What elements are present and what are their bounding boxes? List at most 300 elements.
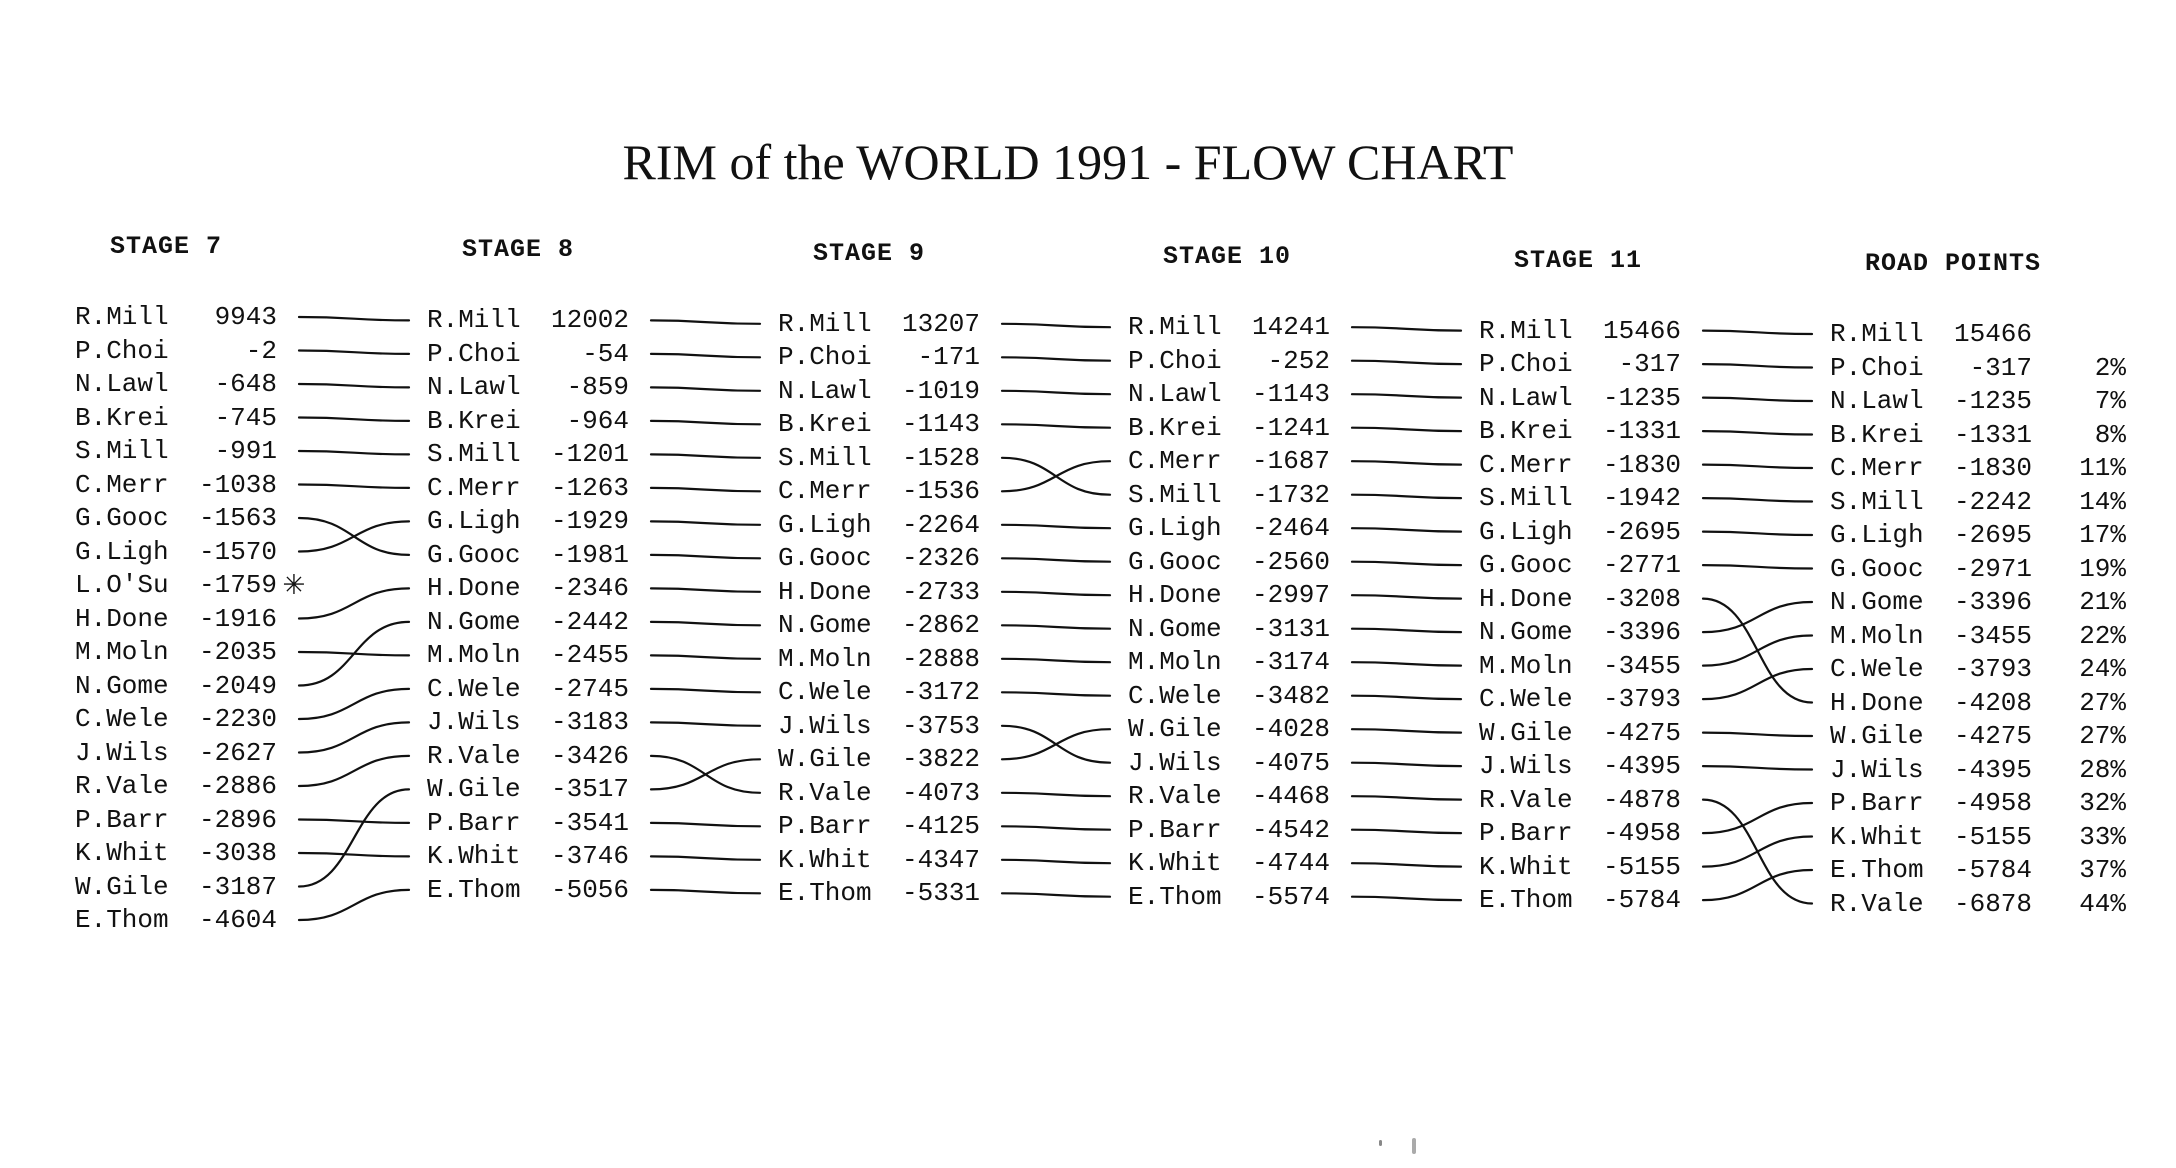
rider-name: J.Wils [75,737,169,768]
rider-score: -3541 [550,807,629,838]
rider-score: 15466 [1602,315,1681,346]
rider-name: M.Moln [427,640,521,671]
rank-link-line [651,890,760,893]
rank-link-line [1002,558,1110,561]
rider-name: G.Gooc [1830,553,1924,584]
rank-link-line [1002,860,1110,863]
rider-score: -6878 [1953,888,2032,919]
rider-score: -2464 [1251,513,1330,544]
rider-score: -4958 [1602,818,1681,849]
rider-score: -5331 [901,878,980,909]
rider-name: J.Wils [1479,751,1573,782]
rank-link-line [651,555,760,558]
rider-score: -54 [582,338,629,369]
rider-score: -5155 [1602,851,1681,882]
stage-header: ROAD POINTS [1865,249,2042,278]
rider-score: -2442 [550,606,629,637]
rider-name: S.Mill [1128,479,1222,510]
rank-link-line [651,521,760,524]
rank-link-line [299,451,409,454]
rider-score: -1570 [198,536,277,567]
rider-score: -1759 [198,570,277,600]
rider-percent: 44% [2079,888,2126,919]
rider-score: -3482 [1251,680,1330,711]
rider-name: H.Done [75,603,169,634]
rider-name: N.Lawl [1128,379,1222,410]
rider-name: C.Merr [1830,453,1924,483]
rider-percent: 24% [2079,654,2126,684]
rider-name: C.Merr [1479,449,1573,480]
rider-name: P.Choi [778,342,872,373]
rider-name: S.Mill [75,436,169,466]
rider-score: -1942 [1602,483,1681,514]
rider-name: P.Choi [1479,349,1573,380]
rider-percent: 2% [2094,352,2126,383]
rider-score: -1687 [1251,446,1330,477]
rider-score: -1241 [1251,412,1330,443]
rider-score: -4028 [1251,714,1330,745]
rider-score: -964 [566,405,629,436]
rank-link-line [651,856,760,859]
rank-link-line [1352,327,1461,330]
rider-name: S.Mill [1479,483,1573,514]
rider-name: J.Wils [778,710,872,741]
rider-name: M.Moln [1128,647,1222,678]
rider-score: -3172 [901,677,980,708]
rank-link-line [1703,837,1812,867]
rider-score: -2560 [1251,546,1330,577]
rider-name: P.Barr [1128,814,1222,845]
rank-link-line [1703,870,1812,900]
rank-link-line [1352,796,1461,799]
rider-name: K.Whit [1479,851,1573,882]
rider-name: G.Ligh [75,536,169,567]
rider-score: 14241 [1251,312,1330,343]
rider-name: P.Choi [427,338,521,369]
rider-score: -4468 [1251,781,1330,812]
rider-score: -317 [1969,352,2032,383]
rider-score: -2455 [550,640,629,671]
rider-name: K.Whit [778,844,872,875]
rank-link-line [1352,863,1461,866]
rank-link-line [1703,465,1812,468]
rider-score: -2049 [198,670,277,701]
rider-name: M.Moln [75,637,169,667]
rider-score: -1929 [550,506,629,537]
rider-name: P.Barr [75,804,169,835]
rider-score: -3753 [901,710,980,741]
rider-score: -991 [214,436,277,466]
rider-name: H.Done [1479,583,1573,614]
rank-link-line [1703,532,1812,535]
rank-link-line [651,655,760,658]
rider-name: P.Choi [1830,352,1924,383]
rider-score: -1528 [901,442,980,473]
rider-percent: 27% [2079,721,2126,751]
rider-score: -2264 [901,509,980,540]
rider-name: N.Lawl [1479,382,1573,413]
rider-score: -1143 [901,409,980,440]
rank-link-line [299,689,409,719]
rider-name: B.Krei [75,402,169,433]
rider-score: -1235 [1953,386,2032,416]
rider-score: -2326 [901,543,980,574]
rider-score: -317 [1618,349,1681,380]
rider-name: C.Wele [427,673,521,704]
rider-name: E.Thom [427,874,521,905]
rider-name: C.Wele [1479,684,1573,715]
rider-name: C.Wele [1830,654,1924,684]
rider-percent: 11% [2079,453,2126,483]
rider-name: B.Krei [778,409,872,440]
rider-name: C.Wele [75,704,169,734]
rider-name: B.Krei [427,405,521,436]
rank-link-line [1703,803,1812,833]
rider-name: R.Vale [1128,781,1222,812]
rank-link-line [651,759,760,789]
rank-link-line [1703,431,1812,434]
rider-score: -859 [566,372,629,403]
rank-link-line [1352,428,1461,431]
rank-link-line [1703,766,1812,769]
scan-speck [1379,1140,1382,1146]
rider-score: -2627 [198,737,277,768]
rider-percent: 14% [2079,486,2126,517]
rank-link-line [299,890,409,920]
rider-score: -2997 [1251,580,1330,611]
rank-link-line [1352,528,1461,531]
rider-score: -3174 [1251,647,1330,678]
rider-name: H.Done [427,573,521,604]
rider-name: G.Ligh [427,506,521,537]
rank-link-line [1703,565,1812,568]
rider-score: 13207 [901,308,980,339]
rider-name: M.Moln [778,643,872,674]
rank-link-line [1352,495,1461,498]
rider-score: -3455 [1602,650,1681,681]
rank-link-line [1703,636,1812,666]
rider-name: W.Gile [1479,717,1573,748]
rider-name: H.Done [778,576,872,607]
rider-name: E.Thom [1479,885,1573,916]
rider-score: 15466 [1953,319,2032,349]
rider-score: -5574 [1251,881,1330,912]
rider-name: N.Gome [1128,613,1222,644]
rank-link-line [299,622,409,686]
rider-name: G.Ligh [1830,520,1924,550]
rider-name: C.Wele [778,677,872,708]
rider-score: -4347 [901,844,980,875]
rank-link-line [1352,595,1461,598]
rider-name: L.O'Su [75,570,169,600]
rider-name: B.Krei [1128,412,1222,443]
stage-header: STAGE 7 [110,232,223,261]
rider-percent: 37% [2079,855,2126,885]
rider-name: J.Wils [1128,747,1222,778]
stage-header: STAGE 10 [1163,242,1292,272]
rider-score: -745 [214,402,277,433]
rider-name: E.Thom [75,905,169,935]
rider-score: -2888 [901,643,980,674]
rider-score: -5784 [1953,855,2032,885]
rider-score: -2 [245,335,277,366]
rank-link-line [1352,897,1461,900]
rider-name: S.Mill [1830,486,1924,517]
rider-name: C.Merr [778,476,872,507]
rider-name: N.Lawl [1830,386,1924,416]
rider-name: S.Mill [427,439,521,470]
rank-link-line [1352,763,1461,766]
rider-score: -3517 [550,774,629,805]
rider-name: P.Choi [75,335,169,366]
rider-name: P.Barr [1479,818,1573,849]
rank-link-line [299,789,409,886]
rider-name: W.Gile [75,871,169,902]
rider-name: R.Mill [1479,315,1573,346]
chart-title: RIM of the WORLD 1991 - FLOW CHART [622,134,1514,190]
rank-link-line [299,853,409,856]
rider-name: K.Whit [1830,821,1924,852]
rank-link-line [299,384,409,387]
rider-score: -252 [1267,345,1330,376]
rider-name: M.Moln [1830,620,1924,651]
rank-link-line [651,454,760,457]
rider-score: -1830 [1602,449,1681,480]
stage-header: STAGE 9 [813,238,926,268]
rider-name: W.Gile [1830,721,1924,751]
rider-score: -5784 [1602,885,1681,916]
rider-score: -2230 [198,704,277,734]
rider-score: -4073 [901,777,980,808]
rider-score: -4878 [1602,784,1681,815]
rider-score: -3793 [1953,654,2032,684]
rank-link-line [651,387,760,390]
rank-link-line [299,521,409,551]
rider-percent: 17% [2079,520,2126,550]
scan-speck [1412,1138,1416,1154]
rider-score: -3038 [198,838,277,868]
rider-score: -1981 [550,539,629,570]
rider-name: R.Vale [427,740,521,771]
rank-link-line [299,317,409,320]
rank-link-line [1002,525,1110,528]
rider-percent: 28% [2079,754,2126,785]
rider-name: P.Barr [1830,788,1924,818]
rider-name: E.Thom [1128,881,1222,912]
rider-name: N.Gome [75,670,169,701]
rank-link-line [651,320,760,323]
rider-score: -4125 [901,811,980,842]
rank-link-line [1352,729,1461,732]
rider-name: R.Mill [1830,319,1924,349]
rider-name: H.Done [1830,687,1924,718]
rider-name: K.Whit [427,841,521,872]
rider-name: N.Lawl [427,372,521,403]
rank-link-line [1352,361,1461,364]
rider-name: N.Gome [1830,587,1924,617]
rider-name: K.Whit [1128,848,1222,879]
rank-link-line [651,488,760,491]
rank-link-line [1352,629,1461,632]
rider-name: G.Gooc [427,539,521,570]
rank-link-line [299,485,409,488]
rank-link-line [1002,659,1110,662]
rider-score: -2971 [1953,553,2032,584]
rider-name: M.Moln [1479,650,1573,681]
rider-score: -4958 [1953,788,2032,818]
rank-link-line [651,622,760,625]
rank-link-line [1703,331,1812,334]
rider-percent: 32% [2079,788,2126,818]
rank-link-line [1002,424,1110,427]
rank-link-line [299,722,409,752]
rider-score: -4275 [1953,721,2032,751]
rider-score: -2035 [198,637,277,667]
rank-link-line [1002,692,1110,695]
rider-score: -2733 [901,576,980,607]
rider-name: G.Gooc [1128,546,1222,577]
rider-score: -1331 [1602,416,1681,447]
rider-score: -3183 [550,707,629,738]
rider-name: N.Gome [1479,617,1573,648]
rank-link-line [1002,461,1110,491]
rider-score: -2695 [1602,516,1681,547]
rank-link-line [299,351,409,354]
rider-score: -2886 [198,771,277,801]
withdrawn-marker-icon: ✳ [283,564,305,605]
rider-score: -3131 [1251,613,1330,644]
rider-name: G.Gooc [75,503,169,533]
rider-score: -4208 [1953,687,2032,718]
rider-score: -1732 [1251,479,1330,510]
rank-link-line [1002,793,1110,796]
rider-name: H.Done [1128,580,1222,611]
rank-link-line [1002,391,1110,394]
rider-score: -4395 [1953,754,2032,785]
rider-name: N.Gome [427,606,521,637]
rider-score: -648 [214,369,277,399]
rank-link-line [1352,696,1461,699]
rider-score: -2695 [1953,520,2032,550]
rank-link-line [1352,394,1461,397]
rider-name: C.Merr [427,472,521,503]
rider-name: R.Mill [427,305,521,336]
rider-score: -3426 [550,740,629,771]
rider-score: -3455 [1953,620,2032,651]
rank-link-line [1352,562,1461,565]
rider-name: N.Gome [778,610,872,641]
rider-score: -4395 [1602,751,1681,782]
rank-link-line [299,820,409,823]
rank-link-line [1703,669,1812,699]
rider-score: -1201 [550,439,629,470]
rider-score: -1563 [198,503,277,533]
rider-name: W.Gile [1128,714,1222,745]
rank-link-line [299,588,409,618]
rider-score: -3746 [550,841,629,872]
stage-header: STAGE 11 [1514,245,1643,275]
rank-link-line [651,689,760,692]
rank-link-line [1002,592,1110,595]
rider-score: 12002 [550,305,629,336]
rider-score: -4075 [1251,747,1330,778]
rider-name: B.Krei [1479,416,1573,447]
rider-score: -4275 [1602,717,1681,748]
rider-score: -1536 [901,476,980,507]
rider-score: -3793 [1602,684,1681,715]
rider-name: W.Gile [778,744,872,775]
rider-name: J.Wils [1830,754,1924,785]
rider-name: C.Wele [1128,680,1222,711]
rider-score: -171 [917,342,980,373]
rank-link-line [1002,324,1110,327]
rider-name: G.Ligh [1479,516,1573,547]
rank-link-line [1002,729,1110,759]
rider-score: 9943 [214,302,277,332]
rider-score: -2346 [550,573,629,604]
rank-link-line [1352,830,1461,833]
rider-name: G.Gooc [1479,550,1573,581]
rider-name: G.Ligh [778,509,872,540]
rider-score: -2745 [550,673,629,704]
rider-score: -1263 [550,472,629,503]
rider-score: -2242 [1953,486,2032,517]
rider-name: E.Thom [1830,855,1924,885]
rider-score: -1038 [198,469,277,500]
rider-name: R.Vale [1479,784,1573,815]
rank-link-line [651,421,760,424]
rider-score: -5155 [1953,821,2032,852]
rider-name: E.Thom [778,878,872,909]
rank-link-line [1352,461,1461,464]
rider-name: K.Whit [75,838,169,868]
rider-score: -1019 [901,375,980,406]
rider-name: R.Mill [778,308,872,339]
rider-score: -1916 [198,603,277,634]
rider-name: G.Gooc [778,543,872,574]
rank-link-line [651,354,760,357]
rider-name: J.Wils [427,707,521,738]
rider-name: S.Mill [778,442,872,473]
rider-score: -4744 [1251,848,1330,879]
rank-link-line [651,588,760,591]
rider-percent: 22% [2079,620,2126,651]
rider-score: -4542 [1251,814,1330,845]
rider-name: G.Ligh [1128,513,1222,544]
rider-score: -1830 [1953,453,2032,483]
rider-score: -3187 [198,871,277,902]
rider-percent: 21% [2079,587,2126,617]
rider-score: -2771 [1602,550,1681,581]
rank-link-line [1352,662,1461,665]
rank-link-line [1703,364,1812,367]
rank-link-line [299,418,409,421]
rider-score: -2862 [901,610,980,641]
rank-link-line [1002,893,1110,896]
rider-name: R.Vale [75,771,169,801]
rider-name: W.Gile [427,774,521,805]
rider-name: C.Merr [1128,446,1222,477]
rank-link-line [1703,602,1812,632]
stage-header: STAGE 8 [462,235,575,265]
rank-link-line [1002,826,1110,829]
rank-link-line [651,722,760,725]
rider-name: N.Lawl [75,369,169,399]
rider-name: P.Choi [1128,345,1222,376]
rider-score: -1331 [1953,419,2032,450]
rider-percent: 8% [2094,419,2126,450]
rank-link-line [1703,733,1812,736]
